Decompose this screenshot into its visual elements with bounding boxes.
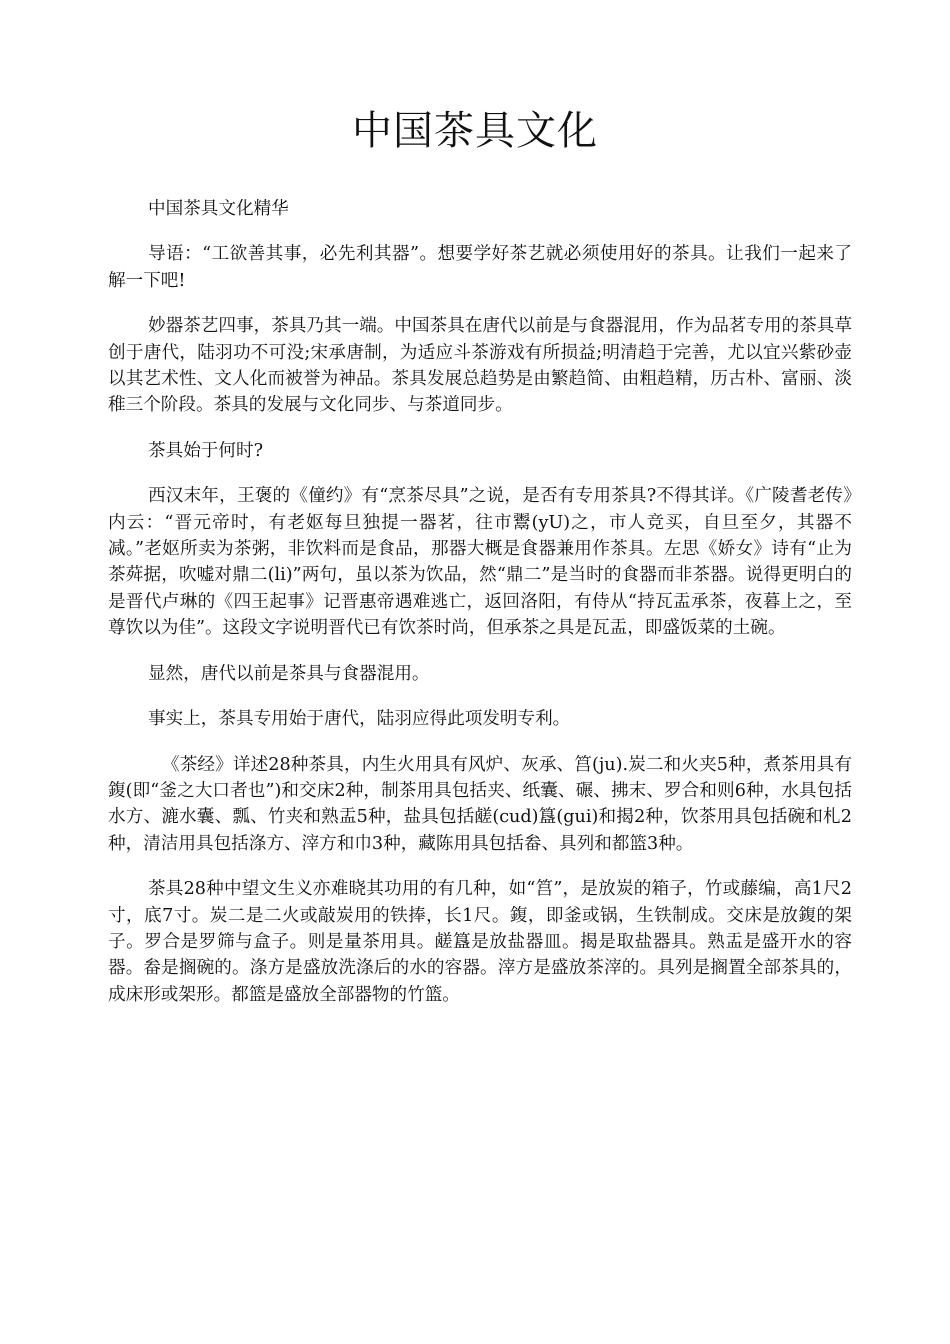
paragraph-conclusion: 显然，唐代以前是茶具与食器混用。 <box>148 663 430 684</box>
paragraph-intro: 导语：“工欲善其事，必先利其器”。想要学好茶艺就必须使用好的茶具。让我们一起来了解一下吧! <box>108 244 852 291</box>
page-title: 中国茶具文化 <box>352 108 598 154</box>
paragraph-history: 西汉末年，王褒的《僮约》有“烹茶尽具”之说，是否有专用茶具?不得其详。《广陵耆老传》内云：“晋元帝时，有老妪每旦独提一器茗，往市鬻(yU)之，市人竞买，自旦至夕，其器不减。”老妪所卖为茶粥，非饮料而是食品，那器大概是食器兼用作茶具。左思《娇女》诗有“止为茶荈据，吹嘘对鼎二(li)”两句，虽以茶为饮品，然“鼎二”是当时的食器而非茶器。说得更明白的是晋代卢琳的《四王起事》记晋惠帝遇难逃亡，返回洛阳，有侍从“持瓦盂承茶，夜暮上之，至尊饮以为佳”。这段文字说明晋代已有饮茶时尚，但承茶之具是瓦盂，即盛饭菜的土碗。 <box>108 486 852 639</box>
paragraph-subtitle: 中国茶具文化精华 <box>148 199 289 219</box>
paragraph-chajing-tools: 《茶经》详述28种茶具，内生火用具有风炉、灰承、筥(ju).炭二和火夹5种，煮茶用具有鍑(即“釜之大口者也”)和交床2种，制茶用具包括夹、纸囊、碾、拂末、罗合和则6种，水具包括水方、漉水囊、瓢、竹夹和熟盂5种，盐具包括鹾(cud)簋(gui)和揭2种，饮茶用具包括碗和札2种，清洁用具包括涤方、滓方和巾3种，藏陈用具包括畚、具列和都篮3种。 <box>108 754 852 854</box>
paragraph-tang-origin: 事实上，茶具专用始于唐代，陆羽应得此项发明专利。 <box>148 709 571 730</box>
paragraph-tool-explanations: 茶具28种中望文生义亦难晓其功用的有几种，如“筥”，是放炭的箱子，竹或藤编，高1尺2寸，底7寸。炭二是二火或敲炭用的铁捧，长1尺。鍑，即釜或锅，生铁制成。交床是放鍑的架子。罗合是罗筛与盒子。则是量茶用具。鹾簋是放盐器皿。揭是取盐器具。熟盂是盛开水的容器。畚是搁碗的。涤方是盛放洗涤后的水的容器。滓方是盛放茶滓的。具列是搁置全部茶具的，成床形或架形。都篮是盛放全部器物的竹篮。 <box>108 879 852 1005</box>
paragraph-overview: 妙器茶艺四事，茶具乃其一端。中国茶具在唐代以前是与食器混用，作为品茗专用的茶具草创于唐代，陆羽功不可没;宋承唐制，为适应斗茶游戏有所损益;明清趋于完善，尤以宜兴紫砂壶以其艺术性、文人化而被誉为神品。茶具发展总趋势是由繁趋简、由粗趋精，历古朴、富丽、淡稚三个阶段。茶具的发展与文化同步、与茶道同步。 <box>108 316 852 416</box>
paragraph-question: 茶具始于何时? <box>148 440 263 461</box>
document-body <box>108 196 852 1027</box>
